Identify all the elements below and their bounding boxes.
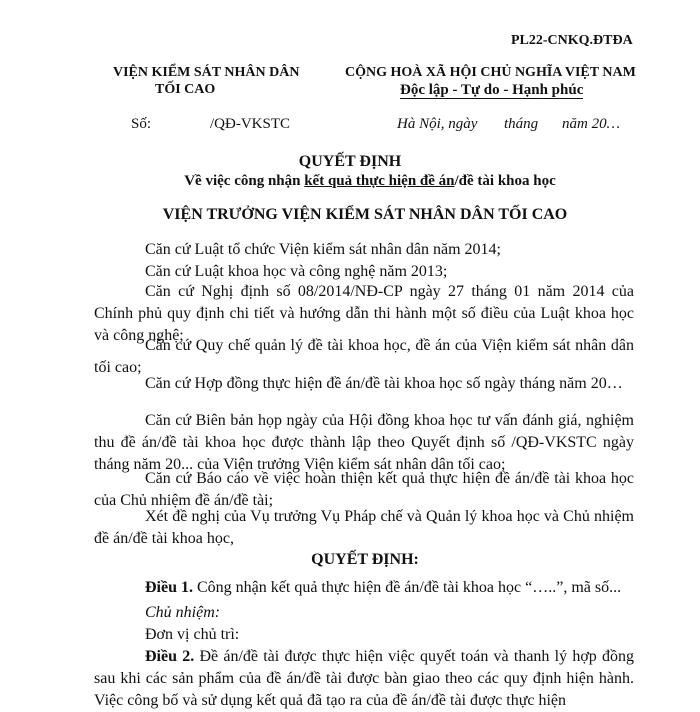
form-code: PL22-CNKQ.ĐTĐA bbox=[511, 33, 633, 48]
doc-title: QUYẾT ĐỊNH bbox=[298, 153, 402, 170]
number-suffix: /QĐ-VKSTC bbox=[210, 116, 291, 132]
issuer-heading: VIỆN TRƯỞNG VIỆN KIỂM SÁT NHÂN DÂN TỐI CAO bbox=[162, 206, 568, 223]
article-2 bbox=[94, 646, 634, 712]
basis-3: Căn cứ Nghị định số 08/2014/NĐ-CP ngày 27 tháng 01 năm 2014 của Chính phủ quy định chi tiết và hướng dẫn thi hành một số điều của Luật khoa học và công nghệ; bbox=[94, 283, 634, 344]
article-1 bbox=[145, 579, 621, 597]
article-1-label: Điều 1. bbox=[145, 579, 193, 596]
motto: Độc lập - Tự do - Hạnh phúc bbox=[400, 82, 584, 98]
chair-label: Chủ nhiệm: bbox=[145, 604, 221, 621]
basis-6: Căn cứ Biên bản họp ngày của Hội đồng khoa học tư vấn đánh giá, nghiệm thu đề án/đề tài khoa học được thành lập theo Quyết định số /QĐ-VKSTC ngày tháng năm 20... của Viện trưởng Viện kiểm sát nhân dân tối cao; bbox=[94, 412, 634, 473]
basis-5: Căn cứ Hợp đồng thực hiện đề án/đề tài khoa học số ngày tháng năm 20… bbox=[145, 375, 623, 392]
basis-4: Căn cứ Quy chế quản lý đề tài khoa học, đề án của Viện kiểm sát nhân dân tối cao; bbox=[94, 337, 634, 376]
agency-line2: TỐI CAO bbox=[155, 82, 216, 97]
date-month: tháng bbox=[504, 116, 539, 132]
decision-heading: QUYẾT ĐỊNH: bbox=[311, 551, 419, 568]
subtitle-underlined: kết quả thực hiện đề án bbox=[304, 173, 455, 189]
article-2-label: Điều 2. bbox=[145, 648, 195, 665]
date-year: năm 20… bbox=[562, 116, 620, 132]
basis-8: Xét đề nghị của Vụ trưởng Vụ Pháp chế và Quản lý khoa học và Chủ nhiệm đề án/đề tài khoa học, bbox=[94, 508, 634, 547]
subtitle-pre: Về việc công nhận bbox=[184, 173, 305, 189]
number-label: Số: bbox=[131, 116, 152, 132]
nation-line1: CỘNG HOÀ XÃ HỘI CHỦ NGHĨA VIỆT NAM bbox=[345, 65, 636, 80]
date-place: Hà Nội, ngày bbox=[397, 116, 478, 132]
article-1-text: Công nhận kết quả thực hiện đề án/đề tài khoa học “…..”, mã số... bbox=[193, 579, 622, 596]
basis-1: Căn cứ Luật tổ chức Viện kiểm sát nhân dân năm 2014; bbox=[145, 241, 501, 258]
agency-line1: VIỆN KIỂM SÁT NHÂN DÂN bbox=[113, 65, 300, 80]
basis-7: Căn cứ Báo cáo về việc hoàn thiện kết quả thực hiện đề án/đề tài khoa học của Chủ nhiệm đề án/đề tài; bbox=[94, 470, 634, 509]
article-2-text: Đề án/đề tài được thực hiện việc quyết toán và thanh lý hợp đồng sau khi các sản phẩm của đề án/đề tài được bàn giao theo các quy định hiện hành. Việc công bố và sử dụng kết quả đã tạo ra của đề án/đề tài được thực hiện bbox=[94, 648, 635, 709]
subtitle-post: /đề tài khoa học bbox=[454, 173, 556, 189]
basis-2: Căn cứ Luật khoa học và công nghệ năm 2013; bbox=[145, 263, 448, 280]
unit-label: Đơn vị chủ trì: bbox=[145, 626, 240, 643]
doc-subtitle bbox=[0, 173, 700, 190]
